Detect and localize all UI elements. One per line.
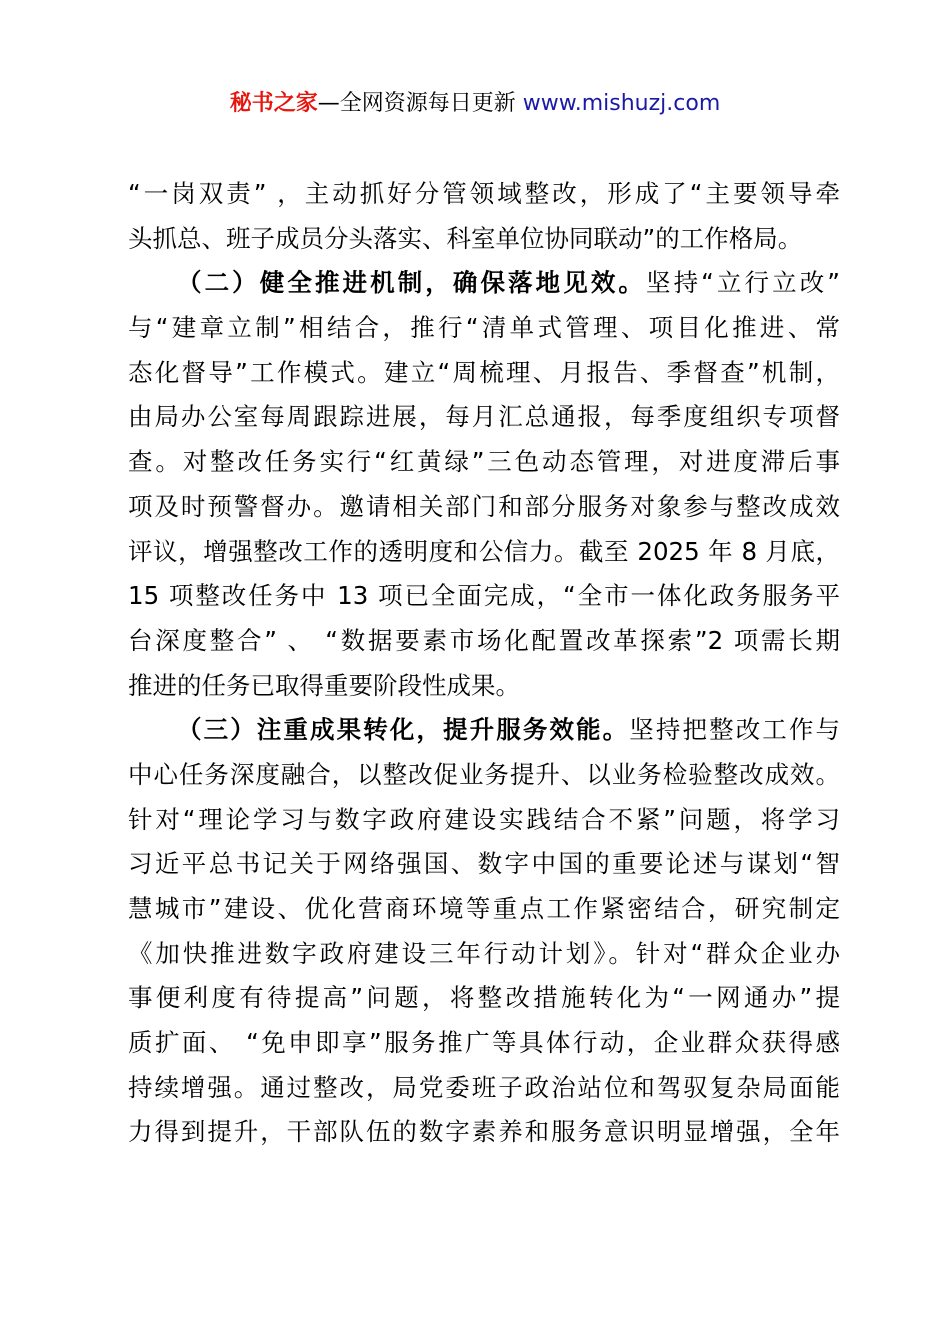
body-line: 评议，增强整改工作的透明度和公信力。截至 2025 年 8 月底， [128,536,840,566]
section-heading-line [128,708,840,753]
body-line: 台深度整合” 、 “数据要素市场化配置改革探索”2 项需长期 [128,625,840,655]
body-line: 持续增强。通过整改，局党委班子政治站位和驾驭复杂局面能 [128,1072,840,1102]
body-text: 坚持把整改工作与 [629,715,840,745]
body-line: 事便利度有待提高”问题，将整改措施转化为“一网通办”提 [128,983,840,1013]
section-heading-line [128,261,840,306]
body-line: 中心任务深度融合，以整改促业务提升、以业务检验整改成效。 [128,759,840,789]
body-line: 态化督导”工作模式。建立“周梳理、月报告、季督查”机制， [128,357,840,387]
site-header [0,88,950,120]
body-line: 针对“理论学习与数字政府建设实践结合不紧”问题，将学习 [128,804,840,834]
body-line: 《加快推进数字政府建设三年行动计划》。针对“群众企业办 [128,938,840,968]
body-line: 项及时预警督办。邀请相关部门和部分服务对象参与整改成效 [128,491,840,521]
body-line: 力得到提升，干部队伍的数字素养和服务意识明显增强，全年 [128,1117,840,1147]
section-heading: （二）健全推进机制，确保落地见效。 [177,268,646,298]
body-line: 由局办公室每周跟踪进展，每月汇总通报，每季度组织专项督 [128,402,840,432]
document-body [128,172,840,1155]
body-line: 头抓总、班子成员分头落实、科室单位协同联动”的工作格局。 [128,223,803,253]
section-heading: （三）注重成果转化，提升服务效能。 [177,715,630,745]
body-line: 质扩面、 “免申即享”服务推广等具体行动，企业群众获得感 [128,1028,840,1058]
body-line: 习近平总书记关于网络强国、数字中国的重要论述与谋划“智 [128,849,840,879]
header-slogan: —全网资源每日更新 [317,91,523,116]
body-line: 慧城市”建设、优化营商环境等重点工作紧密结合，研究制定 [128,894,840,923]
brand-name: 秘书之家 [229,91,318,116]
body-line: 与“建章立制”相结合，推行“清单式管理、项目化推进、常 [128,313,840,343]
body-text: 坚持“立行立改” [646,268,840,298]
body-line: 15 项整改任务中 13 项已全面完成，“全市一体化政务服务平 [128,581,840,611]
body-line: 查。对整改任务实行“红黄绿”三色动态管理，对进度滞后事 [128,447,840,477]
body-line: 推进的任务已取得重要阶段性成果。 [128,670,520,700]
body-line: “一岗双责” ，主动抓好分管领域整改，形成了“主要领导牵 [128,179,840,208]
site-url-link[interactable]: www.mishuzj.com [522,91,721,116]
